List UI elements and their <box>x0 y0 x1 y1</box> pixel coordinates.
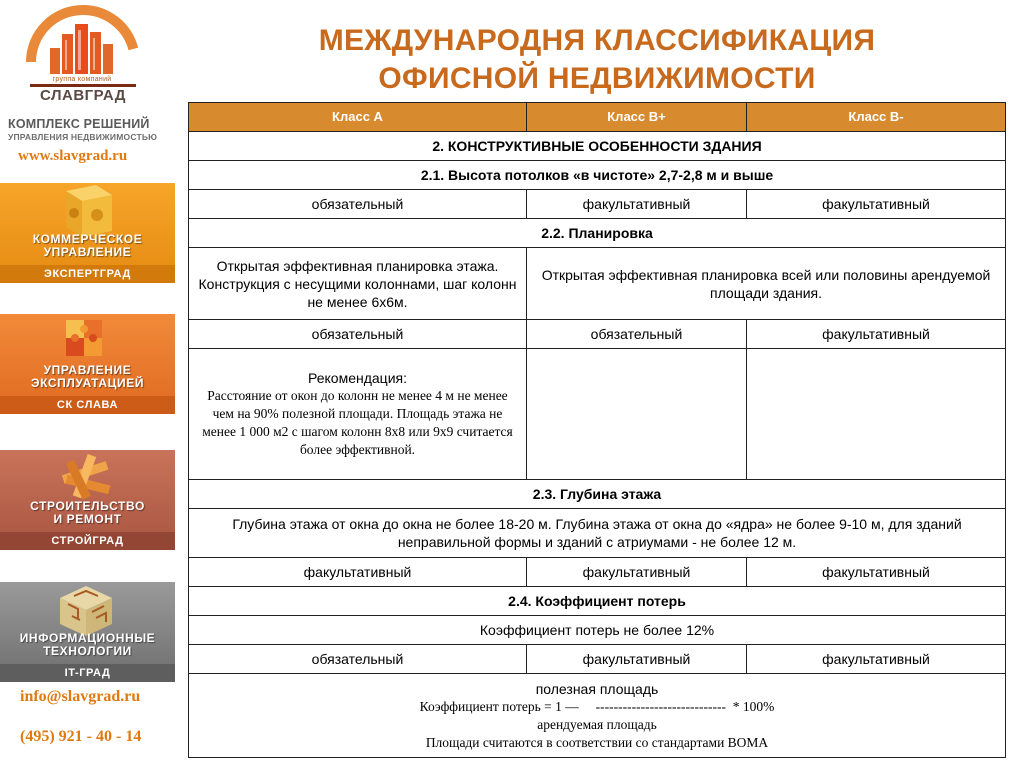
tile-information-technology[interactable] <box>0 582 175 682</box>
cube-icon <box>52 183 120 239</box>
table-row <box>189 509 1006 558</box>
tile-construction-repair[interactable] <box>0 450 175 550</box>
maze-cube-icon <box>52 582 120 638</box>
logo-group-text: группа компаний <box>52 76 112 83</box>
recommendation-cell <box>189 349 527 480</box>
layout-description-class-a: Открытая эффективная планировка этажа. Конструкция с несущими колоннами, шаг колонн не менее 6х6м. <box>189 248 527 320</box>
empty-cell <box>527 349 747 480</box>
page-title <box>190 22 1004 98</box>
table-row <box>189 349 1006 480</box>
floor-depth-heading: 2.3. Глубина этажа <box>189 480 1006 509</box>
puzzle-icon <box>52 314 120 370</box>
requirement-cell: факультативный <box>527 190 747 219</box>
tile-title: УПРАВЛЕНИЕ ЭКСПЛУАТАЦИЕЙ <box>30 363 145 390</box>
tile-commercial-management[interactable] <box>0 183 175 283</box>
tagline-subtitle: УПРАВЛЕНИЯ НЕДВИЖИМОСТЬЮ <box>8 132 158 142</box>
page-title-line-1: МЕЖДУНАРОДНЯ КЛАССИФИКАЦИЯ <box>318 24 876 57</box>
requirement-cell: обязательный <box>189 320 527 349</box>
layout-heading: 2.2. Планировка <box>189 219 1006 248</box>
tagline: КОМПЛЕКС РЕШЕНИЙ <box>8 117 150 131</box>
requirement-cell: факультативный <box>527 558 747 587</box>
loss-factor-formula <box>189 674 1006 758</box>
phone-number: (495) 921 - 40 - 14 <box>20 728 142 745</box>
requirement-cell: обязательный <box>527 320 747 349</box>
table-row <box>189 558 1006 587</box>
page-title-line-2: ОФИСНОЙ НЕДВИЖИМОСТИ <box>378 62 816 95</box>
requirement-cell: факультативный <box>747 645 1006 674</box>
empty-cell <box>747 349 1006 480</box>
header-class-b-minus: Класс В- <box>747 103 1006 132</box>
requirement-cell: факультативный <box>527 645 747 674</box>
header-class-b-plus: Класс В+ <box>527 103 747 132</box>
tile-subtitle: IT-ГРАД <box>0 664 175 682</box>
table-row <box>189 320 1006 349</box>
formula-note: Площади считаются в соответствии со стандартами ВОМА <box>425 734 769 750</box>
requirement-cell: обязательный <box>189 190 527 219</box>
email-link[interactable]: info@slavgrad.ru <box>20 688 141 705</box>
sidebar <box>0 0 177 768</box>
table-row <box>189 674 1006 758</box>
requirement-cell: факультативный <box>747 190 1006 219</box>
formula-denominator: арендуемая площадь <box>537 716 657 732</box>
tile-subtitle: ЭКСПЕРТГРАД <box>0 265 175 283</box>
recommendation-heading: Рекомендация: <box>308 370 407 386</box>
table-row <box>189 616 1006 645</box>
company-logo[interactable] <box>22 4 144 108</box>
layout-description-class-b: Открытая эффективная планировка всей или половины арендуемой площади здания. <box>527 248 1006 320</box>
tile-subtitle: СК СЛАВА <box>0 396 175 414</box>
tile-title: ИНФОРМАЦИОННЫЕ ТЕХНОЛОГИИ <box>19 631 156 658</box>
logo-company-name: СЛАВГРАД <box>30 84 136 103</box>
tile-subtitle: СТРОЙГРАД <box>0 532 175 550</box>
tile-title: СТРОИТЕЛЬСТВО И РЕМОНТ <box>30 499 145 526</box>
ceiling-height-heading: 2.1. Высота потолков «в чистоте» 2,7-2,8 м и выше <box>189 161 1006 190</box>
recommendation-text: Расстояние от окон до колонн не менее 4 м не менее чем на 90% полезной площади. Площадь этажа не менее 1 000 м2 с шагом колонн 8х8 или 9х9 считается более эффективной. <box>202 388 513 457</box>
table-row <box>189 248 1006 320</box>
wooden-blocks-icon <box>52 450 120 506</box>
table-header-row <box>189 103 1006 132</box>
city-skyline-icon <box>22 4 144 78</box>
tile-title: КОММЕРЧЕСКОЕ УПРАВЛЕНИЕ <box>32 232 143 259</box>
header-class-a: Класс А <box>189 103 527 132</box>
floor-depth-description: Глубина этажа от окна до окна не более 18-20 м. Глубина этажа от окна до «ядра» не более 9-10 м, для зданий неправильной формы и зданий с атриумами - не более 12 м. <box>189 509 1006 558</box>
requirement-cell: обязательный <box>189 645 527 674</box>
requirement-cell: факультативный <box>189 558 527 587</box>
section-construction-heading: 2. КОНСТРУКТИВНЫЕ ОСОБЕННОСТИ ЗДАНИЯ <box>189 132 1006 161</box>
requirement-cell: факультативный <box>747 320 1006 349</box>
classification-table <box>188 102 1005 758</box>
table-row <box>189 645 1006 674</box>
loss-factor-description: Коэффициент потерь не более 12% <box>189 616 1006 645</box>
formula-numerator: полезная площадь <box>535 680 659 697</box>
formula-main: Коэффициент потерь = 1 — ----------------------------- * 100% <box>419 698 775 714</box>
website-link[interactable]: www.slavgrad.ru <box>18 148 128 164</box>
table-row <box>189 190 1006 219</box>
loss-factor-heading: 2.4. Коэффициент потерь <box>189 587 1006 616</box>
requirement-cell: факультативный <box>747 558 1006 587</box>
tile-operations-management[interactable] <box>0 314 175 414</box>
